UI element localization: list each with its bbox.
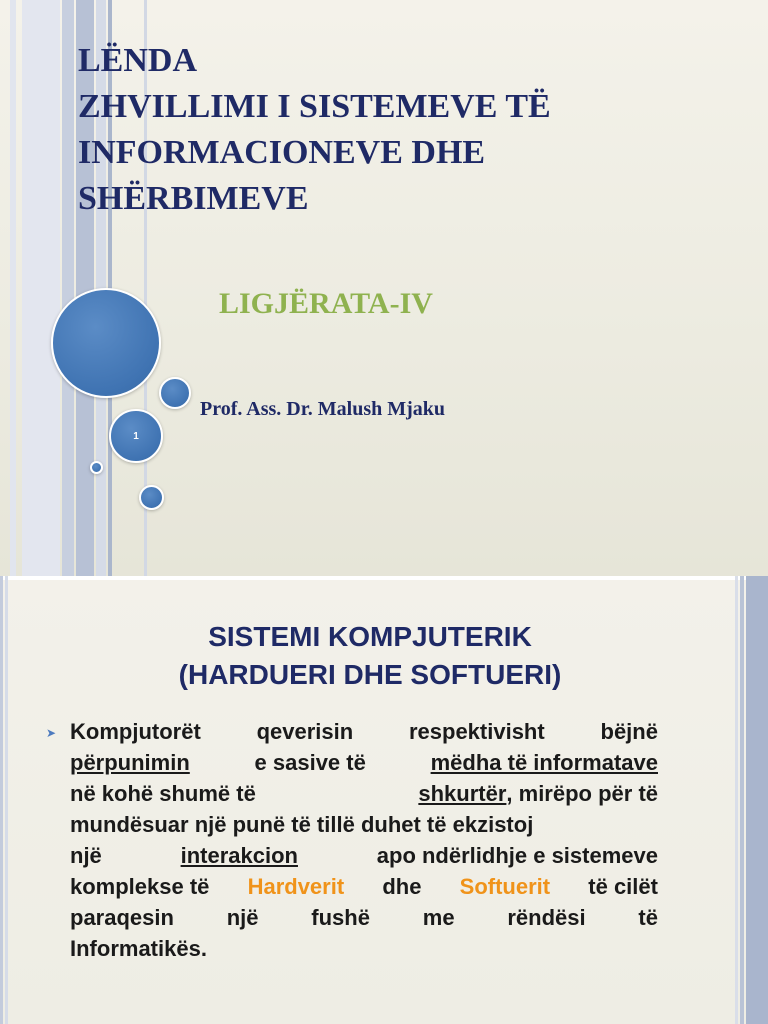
slide-title-line: (HARDUERI DHE SOFTUERI) bbox=[178, 659, 562, 690]
text-run: një bbox=[226, 905, 259, 930]
text-run: apo ndërlidhje e sistemeve bbox=[376, 843, 658, 868]
text-run: qeverisin bbox=[256, 719, 354, 744]
decor-stripe bbox=[5, 576, 8, 1024]
decor-stripe bbox=[62, 0, 74, 576]
text-run: me bbox=[422, 905, 455, 930]
course-title-line: INFORMACIONEVE DHE bbox=[78, 134, 486, 171]
paragraph-line bbox=[70, 871, 658, 902]
text-run: një bbox=[70, 843, 102, 868]
text-run: bëjnë bbox=[600, 719, 658, 744]
underlined-term: shkurtër bbox=[418, 781, 507, 806]
decor-circle-medium bbox=[159, 377, 191, 409]
lecture-subtitle: LIGJËRATA-IV bbox=[219, 287, 433, 320]
text-run: Informatikës. bbox=[70, 936, 207, 961]
paragraph-line bbox=[70, 716, 658, 747]
text-run: të bbox=[638, 905, 658, 930]
bullet-arrow-icon: ➤ bbox=[46, 726, 57, 740]
paragraph-line bbox=[70, 778, 658, 809]
underlined-term: interakcion bbox=[180, 843, 298, 868]
text-run: paraqesin bbox=[70, 905, 174, 930]
text-run: Kompjutorët bbox=[70, 719, 201, 744]
author-name: Prof. Ass. Dr. Malush Mjaku bbox=[200, 398, 446, 420]
text-run: mundësuar një punë të tillë duhet të ekzistoj bbox=[70, 812, 534, 837]
highlighted-term: Softuerit bbox=[459, 874, 551, 899]
text-group bbox=[418, 778, 658, 809]
text-run: rëndësi bbox=[507, 905, 586, 930]
text-run: në kohë shumë të bbox=[70, 781, 256, 806]
slide-number: 1 bbox=[133, 430, 139, 442]
decor-circle-small bbox=[139, 485, 164, 510]
paragraph-line bbox=[70, 933, 658, 964]
paragraph-line bbox=[70, 902, 658, 933]
text-run: dhe bbox=[382, 874, 422, 899]
course-title-line: LËNDA bbox=[78, 42, 198, 79]
bullet-paragraph bbox=[70, 716, 658, 964]
decor-stripe bbox=[10, 0, 16, 576]
paragraph-line bbox=[70, 747, 658, 778]
text-run: , mirëpo për të bbox=[506, 781, 658, 806]
slide-separator bbox=[0, 576, 768, 580]
decor-circle-large bbox=[51, 288, 161, 398]
course-title-line: SHËRBIMEVE bbox=[78, 180, 309, 217]
text-run: fushë bbox=[311, 905, 370, 930]
decor-stripe bbox=[746, 576, 768, 1024]
decor-stripe bbox=[735, 576, 738, 1024]
decor-stripe bbox=[740, 576, 744, 1024]
text-run: komplekse të bbox=[70, 874, 210, 899]
text-run: e sasive të bbox=[254, 750, 366, 775]
course-title bbox=[78, 38, 738, 222]
underlined-term: përpunimin bbox=[70, 750, 190, 775]
highlighted-term: Hardverit bbox=[247, 874, 345, 899]
course-title-line: ZHVILLIMI I SISTEMEVE TË bbox=[78, 88, 551, 125]
slide-title bbox=[80, 618, 660, 694]
decor-stripe bbox=[22, 0, 60, 576]
underlined-term: mëdha të informatave bbox=[430, 750, 658, 775]
decor-circle-tiny bbox=[90, 461, 103, 474]
slide-2 bbox=[0, 576, 768, 1024]
text-run: të cilët bbox=[588, 874, 658, 899]
decor-stripe bbox=[0, 576, 3, 1024]
paragraph-line bbox=[70, 809, 658, 840]
paragraph-line bbox=[70, 840, 658, 871]
text-run: respektivisht bbox=[408, 719, 545, 744]
slide-title-line: SISTEMI KOMPJUTERIK bbox=[208, 621, 532, 652]
